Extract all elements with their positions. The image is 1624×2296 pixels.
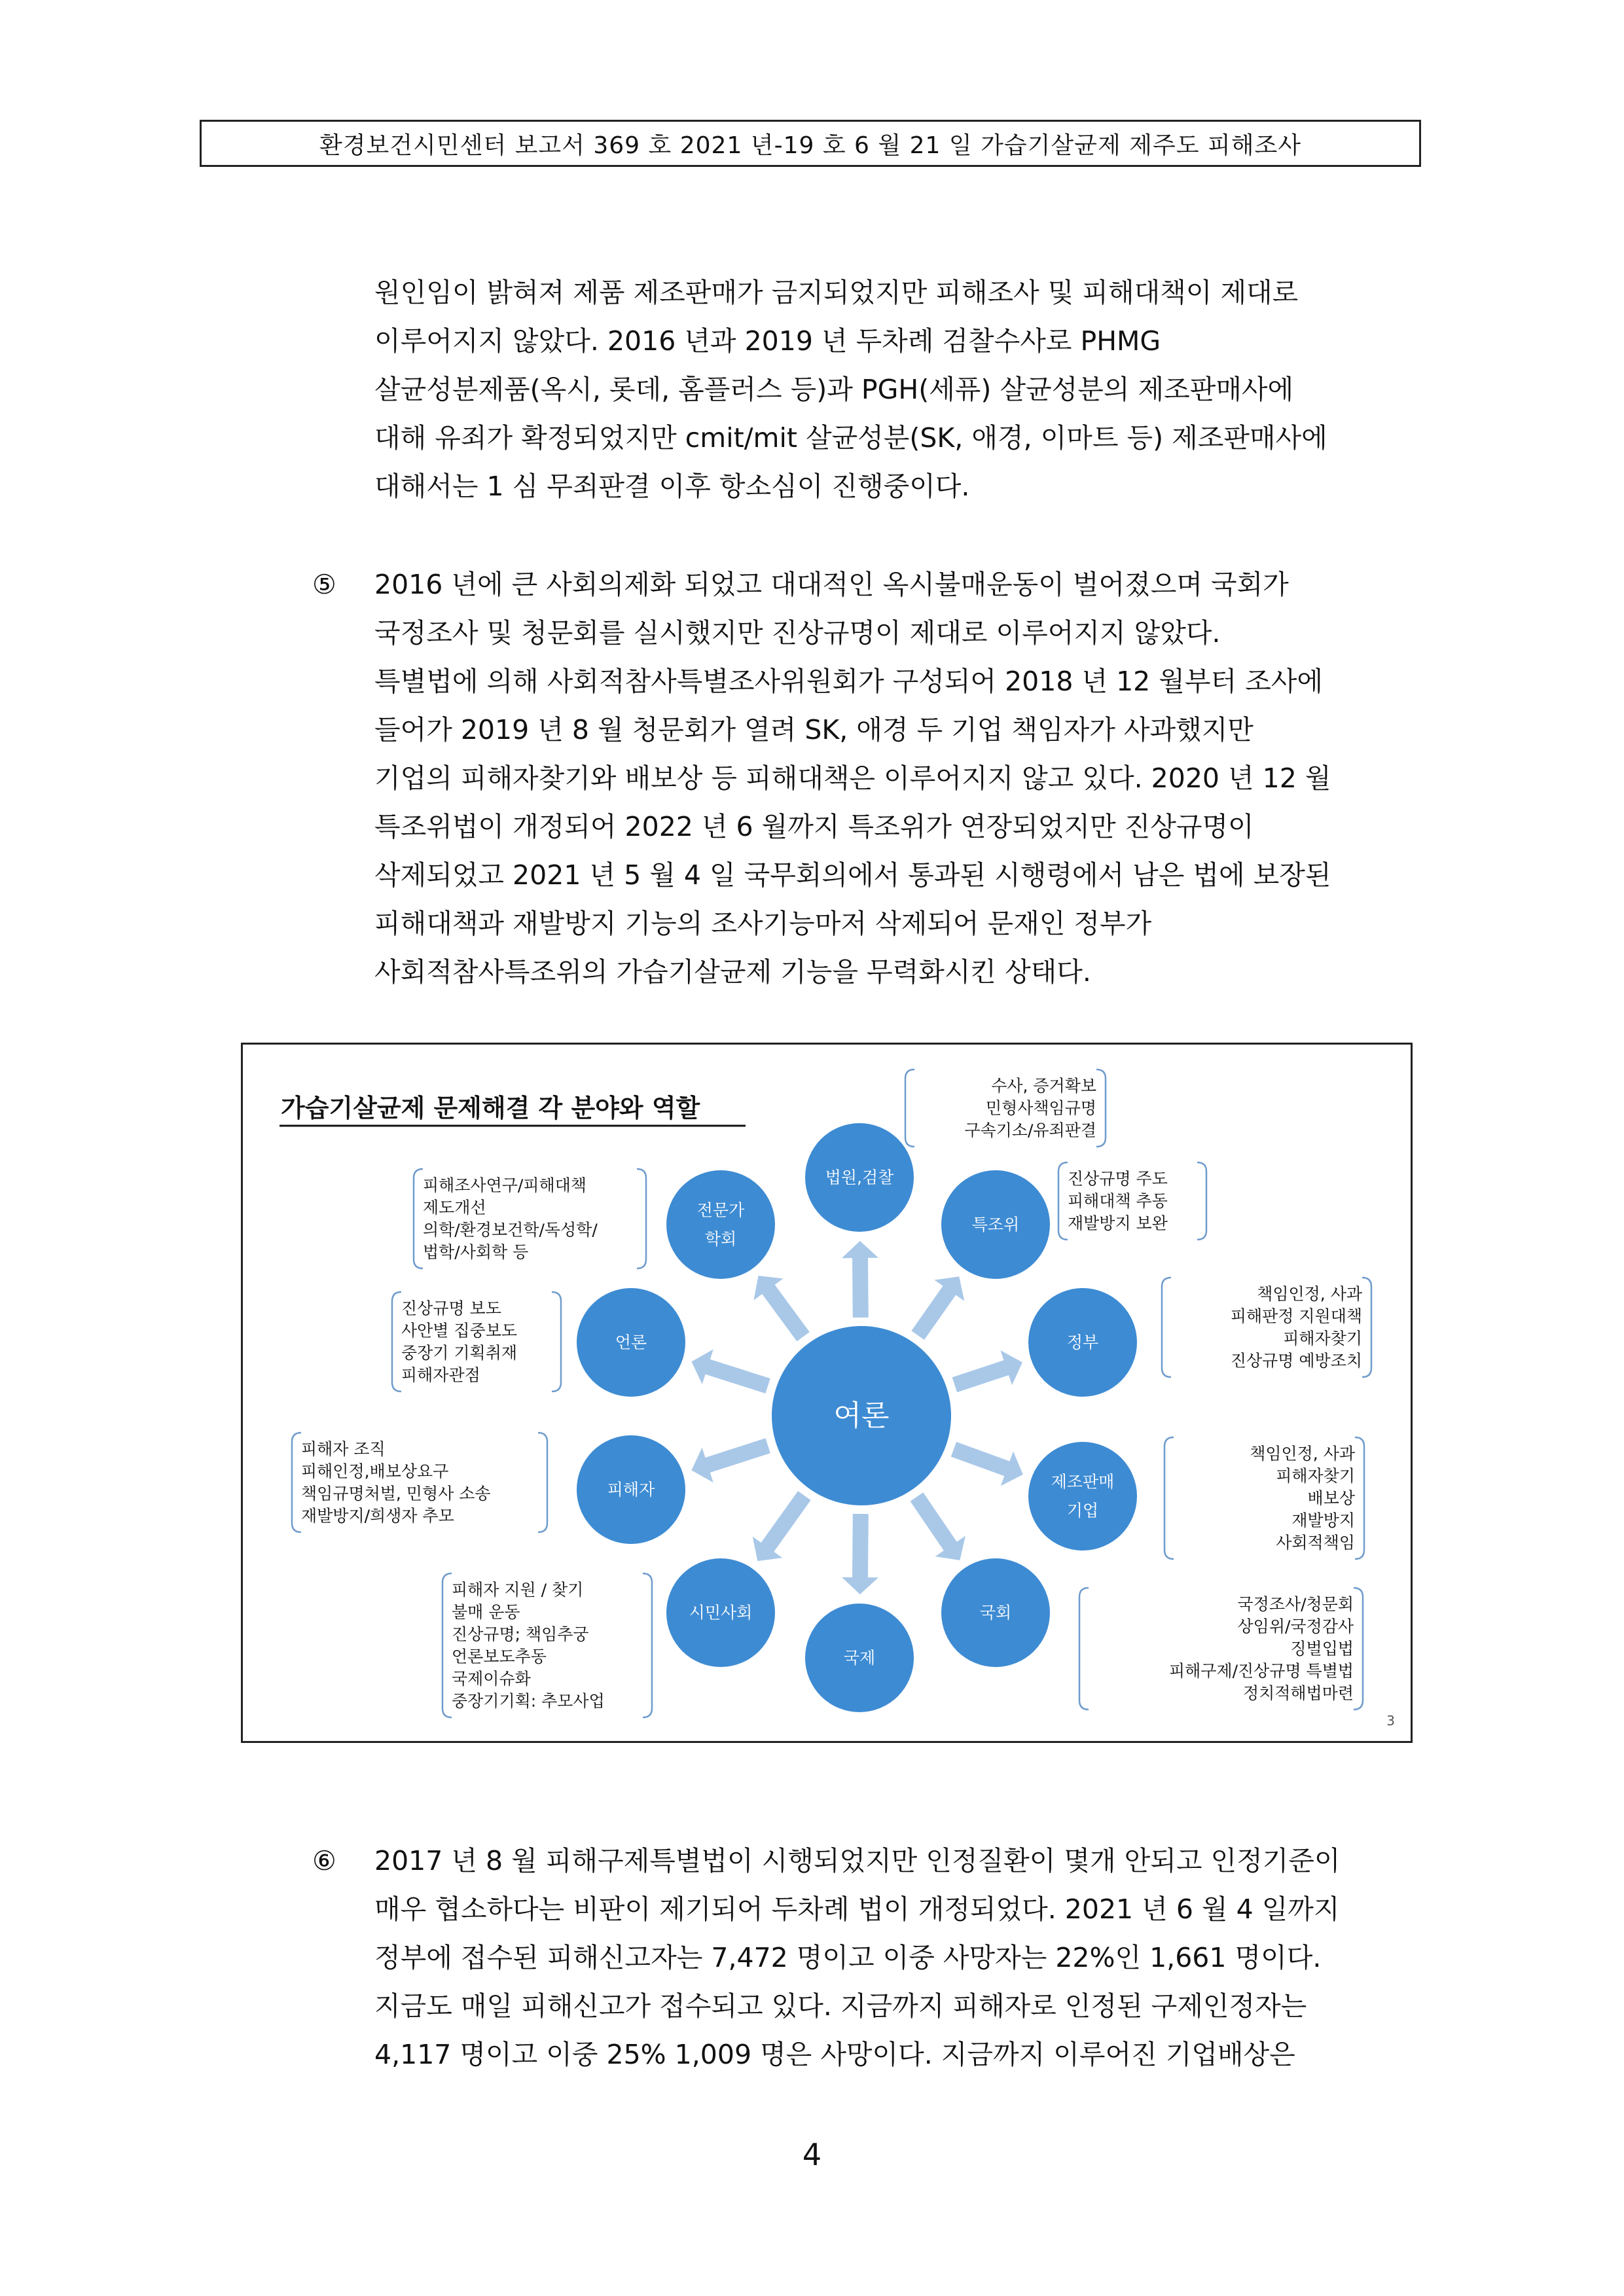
role-description-line: 배보상 <box>1307 1488 1355 1508</box>
description-bracket <box>552 1292 561 1391</box>
role-node-label: 피해자 <box>607 1480 655 1499</box>
item-5-line: 국정조사 및 청문회를 실시했지만 진상규명이 제대로 이루어지지 않았다. <box>374 617 1221 649</box>
role-description-line: 국제이슈화 <box>452 1669 531 1689</box>
role-node-label: 학회 <box>704 1229 737 1249</box>
intro-line: 살균성분제품(옥시, 롯데, 홈플러스 등)과 PGH(세퓨) 살균성분의 제조판매사에 <box>374 374 1294 405</box>
role-description-line: 피해자 지원 / 찾기 <box>452 1580 584 1600</box>
role-description-line: 진상규명; 책임추궁 <box>452 1624 589 1644</box>
role-description-line: 사회적책임 <box>1276 1533 1355 1552</box>
description-bracket <box>414 1169 423 1268</box>
role-description-line: 피해대책 추동 <box>1068 1191 1168 1211</box>
role-description-line: 피해조사연구/피해대책 <box>423 1175 586 1195</box>
role-node-label: 법원,검찰 <box>825 1168 894 1187</box>
arrow-to-node <box>691 1350 770 1393</box>
item-5-line: 사회적참사특조위의 가습기살균제 기능을 무력화시킨 상태다. <box>374 956 1091 988</box>
role-description-line: 제도개선 <box>423 1198 486 1217</box>
role-node-label: 국제 <box>843 1648 876 1668</box>
role-description-line: 법학/사회학 등 <box>423 1242 529 1262</box>
role-description-line: 중장기 기획취재 <box>401 1343 517 1363</box>
role-description-line: 피해자 조직 <box>301 1439 386 1459</box>
description-bracket <box>1164 1437 1174 1559</box>
intro-line: 대해 유죄가 확정되었지만 cmit/mit 살균성분(SK, 애경, 이마트 등) 제조판매사에 <box>374 422 1327 454</box>
role-description-line: 불매 운동 <box>452 1602 520 1622</box>
item-6-line: 매우 협소하다는 비판이 제기되어 두차례 법이 개정되었다. 2021 년 6 월 4 일까지 <box>374 1893 1340 1925</box>
item-5-line: 삭제되었고 2021 년 5 월 4 일 국무회의에서 통과된 시행령에서 남은 법에 보장된 <box>374 859 1331 891</box>
description-bracket <box>1197 1162 1206 1240</box>
item-5-marker: ⑤ <box>312 569 336 600</box>
intro-line: 원인임이 밝혀져 제품 제조판매가 금지되었지만 피해조사 및 피해대책이 제대로 <box>374 277 1299 308</box>
role-node-label: 국회 <box>979 1603 1012 1623</box>
item-6-paragraph <box>374 1837 1428 2079</box>
item-6-line: 지금도 매일 피해신고가 접수되고 있다. 지금까지 피해자로 인정된 구제인정자는 <box>374 1990 1307 2022</box>
role-description-line: 언론보도추동 <box>452 1647 547 1666</box>
description-bracket <box>643 1573 652 1717</box>
role-description-line: 상임위/국정감사 <box>1237 1617 1354 1636</box>
role-node-label: 시민사회 <box>689 1603 753 1623</box>
item-5-line: 특조위법이 개정되어 2022 년 6 월까지 특조위가 연장되었지만 진상규명이 <box>374 811 1254 842</box>
description-bracket <box>1362 1278 1371 1377</box>
role-description-line: 피해자찾기 <box>1283 1329 1362 1348</box>
role-description-line: 재발방지 보완 <box>1068 1213 1168 1233</box>
arrow-to-node <box>753 1491 811 1561</box>
role-node-label: 제조판매 <box>1051 1472 1115 1492</box>
item-5-line: 특별법에 의해 사회적참사특별조사위원회가 구성되어 2018 년 12 월부터 조사에 <box>374 666 1323 697</box>
report-header <box>200 120 1421 167</box>
center-node-label: 여론 <box>833 1399 890 1433</box>
role-node-label: 전문가 <box>696 1200 745 1220</box>
report-header-text: 환경보건시민센터 보고서 369 호 2021 년-19 호 6 월 21 일 가습기살균제 제주도 피해조사 <box>319 132 1302 159</box>
role-description-line: 진상규명 보도 <box>401 1299 501 1318</box>
intro-line: 대해서는 1 심 무죄판결 이후 항소심이 진행중이다. <box>374 471 970 502</box>
role-description-line: 정치적해법마련 <box>1242 1683 1354 1703</box>
arrow-to-node <box>951 1442 1023 1486</box>
role-description-line: 재발방지/희생자 추모 <box>301 1506 454 1526</box>
role-description-line: 의학/환경보건학/독성학/ <box>423 1220 598 1240</box>
role-description-line: 책임인정, 사과 <box>1250 1444 1355 1463</box>
description-bracket <box>1058 1162 1068 1240</box>
item-6-marker: ⑥ <box>312 1845 336 1876</box>
item-6-line: 4,117 명이고 이중 25% 1,009 명은 사망이다. 지금까지 이루어진 기업배상은 <box>374 2039 1295 2070</box>
role-node-label: 정부 <box>1066 1333 1099 1352</box>
arrow-to-node <box>842 1514 878 1594</box>
role-description-line: 진상규명 주도 <box>1068 1169 1168 1189</box>
description-bracket <box>1355 1437 1364 1559</box>
intro-paragraph <box>374 268 1428 511</box>
role-description-line: 수사, 증거확보 <box>991 1076 1096 1096</box>
role-description-line: 구속기소/유죄판결 <box>964 1121 1096 1140</box>
description-bracket <box>442 1573 452 1717</box>
item-5-paragraph <box>374 560 1428 996</box>
page-number: 4 <box>802 2137 822 2172</box>
description-bracket <box>1079 1588 1089 1710</box>
role-node <box>1028 1442 1137 1551</box>
role-description-line: 책임인정, 사과 <box>1257 1284 1362 1304</box>
description-bracket <box>637 1169 646 1268</box>
item-5-line: 들어가 2019 년 8 월 청문회가 열려 SK, 애경 두 기업 책임자가 사과했지만 <box>374 714 1254 745</box>
description-bracket <box>1096 1069 1106 1147</box>
description-bracket <box>292 1433 301 1532</box>
role-description-line: 피해인정,배보상요구 <box>301 1462 449 1481</box>
role-node-label: 기업 <box>1066 1501 1099 1520</box>
role-description-line: 피해자관점 <box>401 1365 480 1385</box>
role-description-line: 피해자찾기 <box>1276 1466 1355 1486</box>
role-description-line: 국정조사/청문회 <box>1237 1594 1354 1614</box>
role-node-label: 언론 <box>615 1333 647 1352</box>
description-bracket <box>1162 1278 1171 1377</box>
arrow-to-node <box>952 1350 1022 1392</box>
arrow-to-node <box>842 1241 878 1318</box>
arrow-to-node <box>753 1276 809 1341</box>
item-5-line: 기업의 피해자찾기와 배보상 등 피해대책은 이루어지지 않고 있다. 2020 년 12 월 <box>374 762 1331 794</box>
role-description-line: 사안별 집중보도 <box>401 1321 517 1340</box>
roles-diagram <box>241 1043 1413 1743</box>
role-description-line: 재발방지 <box>1291 1511 1355 1530</box>
role-description-line: 중장기기획: 추모사업 <box>452 1691 605 1711</box>
description-bracket <box>392 1292 401 1391</box>
item-5-line: 2016 년에 큰 사회의제화 되었고 대대적인 옥시불매운동이 벌어졌으며 국회가 <box>374 569 1289 600</box>
description-bracket <box>538 1433 547 1532</box>
arrow-to-node <box>691 1438 770 1482</box>
arrow-to-node <box>911 1276 964 1340</box>
role-description-line: 징벌입법 <box>1290 1639 1354 1659</box>
diagram-title: 가습기살균제 문제해결 각 분야와 역할 <box>281 1094 700 1122</box>
description-bracket <box>1354 1588 1363 1710</box>
description-bracket <box>905 1069 914 1147</box>
item-6-line: 정부에 접수된 피해신고자는 7,472 명이고 이중 사망자는 22%인 1,661 명이다. <box>374 1942 1322 1973</box>
slide-number: 3 <box>1386 1713 1395 1729</box>
role-description-line: 피해판정 지원대책 <box>1230 1306 1362 1326</box>
role-description-line: 책임규명처벌, 민형사 소송 <box>301 1484 491 1503</box>
item-6-line: 2017 년 8 월 피해구제특별법이 시행되었지만 인정질환이 몇개 안되고 인정기준이 <box>374 1845 1341 1876</box>
item-5-line: 피해대책과 재발방지 기능의 조사기능마저 삭제되어 문재인 정부가 <box>374 908 1152 939</box>
roles-diagram-svg <box>243 1045 1411 1741</box>
intro-line: 이루어지지 않았다. 2016 년과 2019 년 두차례 검찰수사로 PHMG <box>374 325 1161 357</box>
role-node <box>666 1170 775 1279</box>
role-description-line: 민형사책임규명 <box>985 1098 1096 1118</box>
role-description-line: 진상규명 예방조치 <box>1230 1351 1362 1371</box>
role-description-line: 피해구제/진상규명 특별법 <box>1168 1661 1354 1681</box>
arrow-to-node <box>911 1492 965 1560</box>
role-node-label: 특조위 <box>971 1215 1020 1234</box>
